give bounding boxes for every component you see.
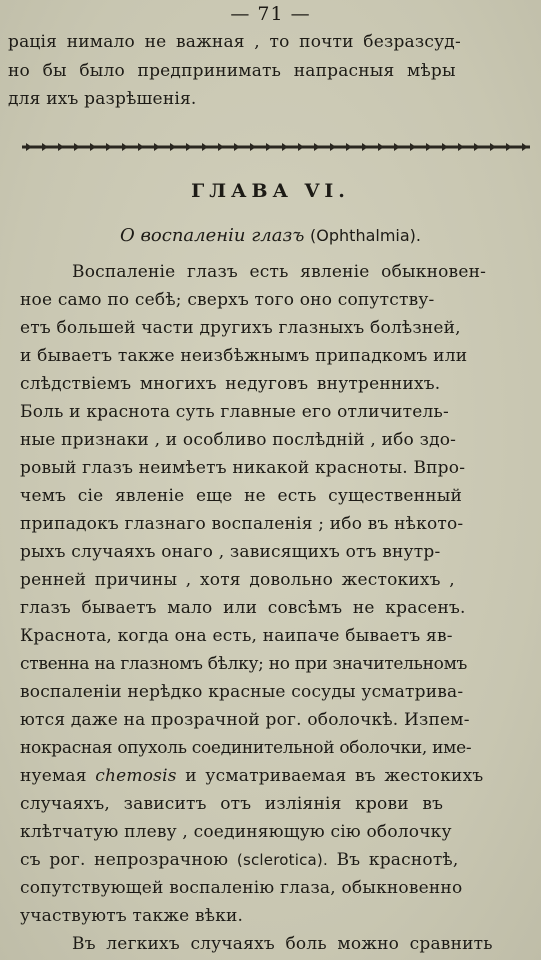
text-fragment: нуемая [20, 766, 87, 786]
ornamental-divider [22, 141, 530, 153]
text-line: для ихъ разрѣшенія. [8, 89, 197, 109]
text-line: ренней причины , хотя довольно жестокихъ , [20, 570, 455, 590]
text-fragment: Въ краснотѣ, [336, 850, 459, 870]
text-line: Воспаленіе глазъ есть явленіе обыкновен- [72, 262, 487, 282]
chapter-title: ГЛАВА VI. [191, 180, 350, 202]
text-line: случаяхъ, зависитъ отъ изліянія крови въ [20, 794, 444, 814]
text-line: воспаленіи нерѣдко красные сосуды усматрива- [20, 682, 464, 702]
latin-term: (sclerotica). [236, 851, 328, 869]
text-fragment: съ рог. непрозрачною [20, 850, 229, 870]
text-line: ются даже на прозрачной рог. оболочкѣ. Изпем- [20, 710, 470, 730]
text-line: чемъ сіе явленіе еще не есть существенный [20, 486, 462, 506]
text-line: припадокъ глазнаго воспаленія ; ибо въ нѣкото- [20, 514, 464, 534]
text-line: ное само по себѣ; сверхъ того оно сопутству- [20, 290, 435, 310]
text-line: и бываетъ также неизбѣжнымъ припадкомъ или [20, 346, 468, 366]
text-line [20, 768, 483, 785]
section-title [0, 225, 541, 246]
latin-term: chemosis [95, 766, 177, 786]
text-line: клѣтчатую плеву , соединяющую сію оболочку [20, 822, 452, 842]
text-line: нокрасная опухоль соединительной оболочки, име- [20, 738, 472, 758]
text-line: рація нимало не важная , то почти безразсуд- [8, 32, 461, 52]
section-title-text: О воспаленіи глазъ [119, 225, 305, 246]
text-line: ные признаки , и особливо послѣдній , ибо здо- [20, 430, 457, 450]
text-line [20, 852, 458, 869]
text-line: Краснота, когда она есть, наипаче бываетъ яв- [20, 626, 453, 646]
page-number: — 71 — [230, 3, 311, 25]
text-line: Боль и краснота суть главные его отличитель- [20, 402, 449, 422]
text-line: но бы было предпринимать напрасныя мѣры [8, 61, 456, 81]
text-line: сопутствующей воспаленію глаза, обыкновенно [20, 878, 463, 898]
text-line: Въ легкихъ случаяхъ боль можно сравнить [72, 934, 493, 954]
text-line: рыхъ случаяхъ онаго , зависящихъ отъ внутр- [20, 542, 441, 562]
text-line: ровый глазъ неимѣетъ никакой красноты. Впро- [20, 458, 466, 478]
text-line: етъ большей части другихъ глазныхъ болѣзней, [20, 318, 461, 338]
text-line: слѣдствіемъ многихъ недуговъ внутреннихъ. [20, 374, 441, 394]
text-line: глазъ бываетъ мало или совсѣмъ не красенъ. [20, 598, 466, 618]
section-title-latin: (Ophthalmia). [310, 226, 422, 245]
text-fragment: и усматриваемая въ жестокихъ [185, 766, 484, 786]
text-line: ственна на глазномъ бѣлку; но при значительномъ [20, 654, 468, 674]
text-line: участвуютъ также вѣки. [20, 906, 244, 926]
